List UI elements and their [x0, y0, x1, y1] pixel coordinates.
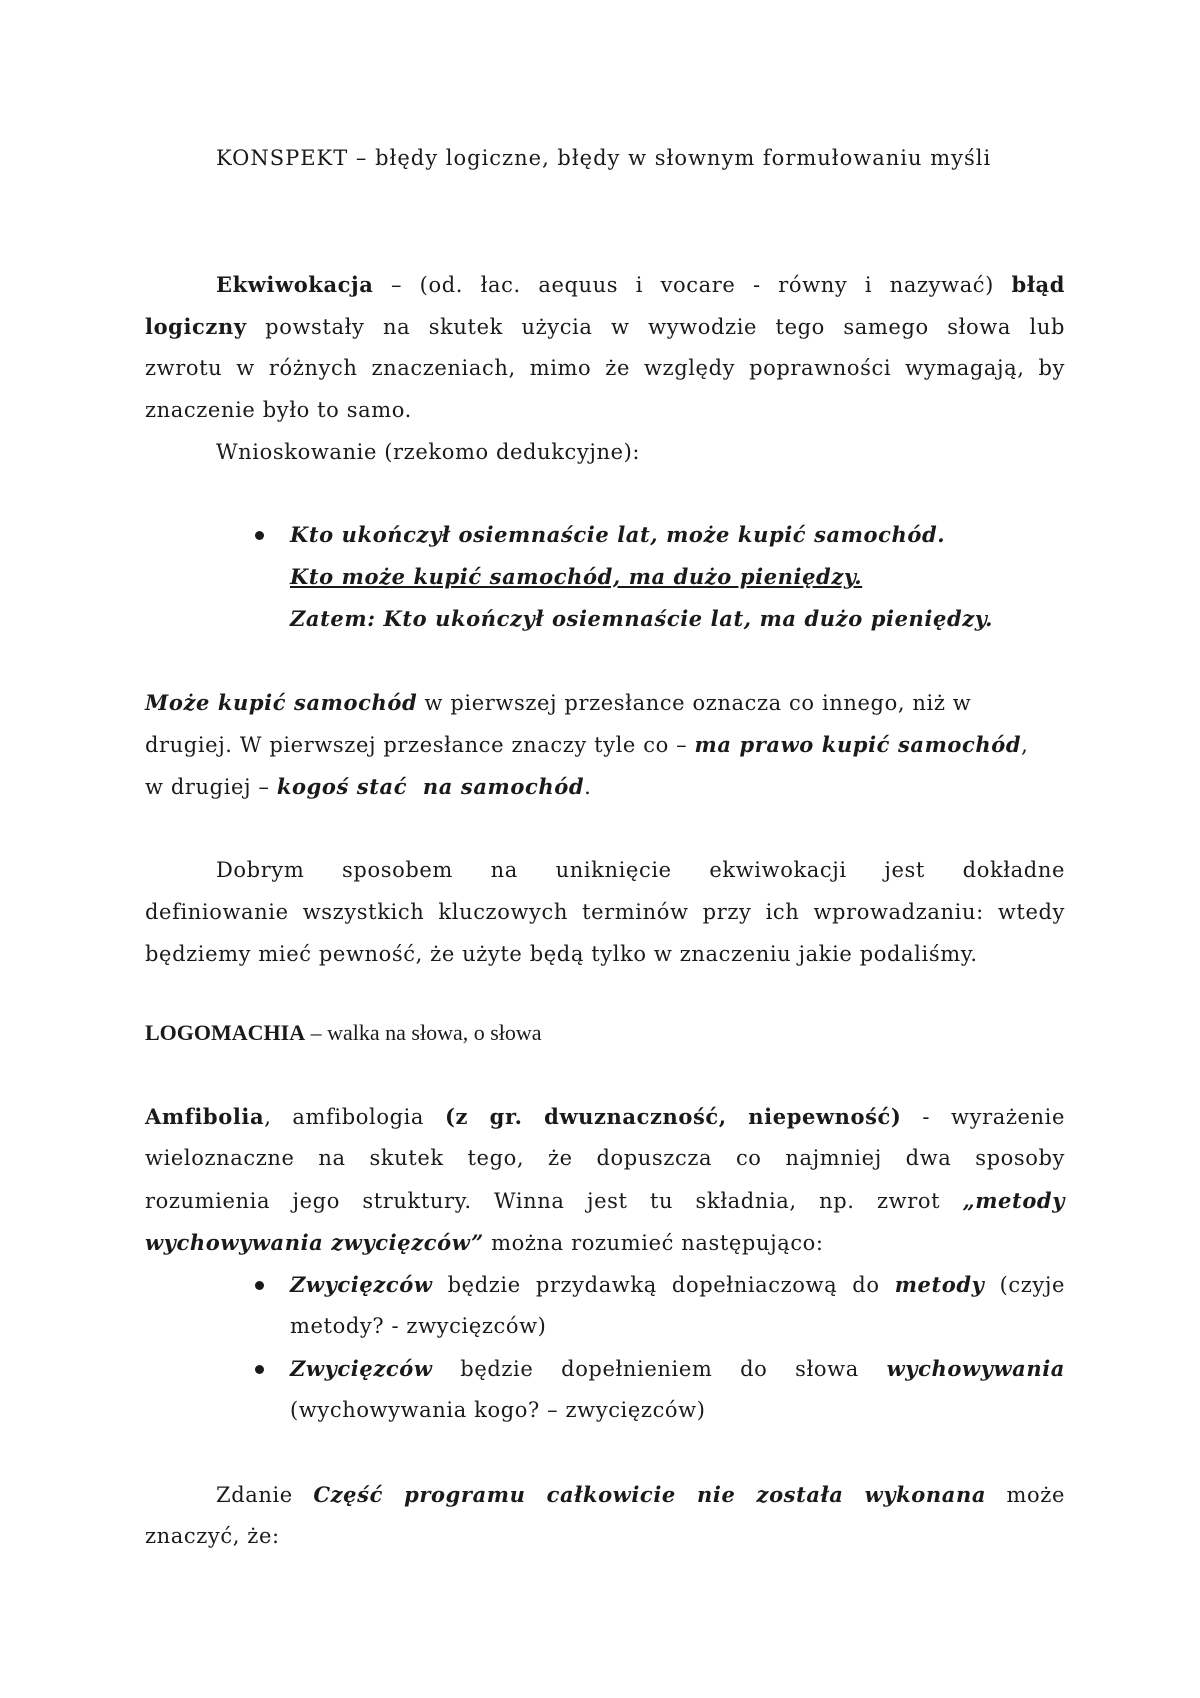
- explanation-text: w pierwszej przesłance oznacza co innego, niż w: [424, 691, 972, 715]
- explanation-phrase: Może kupić samochód: [145, 690, 418, 715]
- syllogism-premise-2: Kto może kupić samochód, ma dużo pieniędzy.: [290, 564, 863, 589]
- advice-line-2: definiowanie wszystkich kluczowych terminów przy ich wprowadzaniu: wtedy: [145, 900, 1065, 924]
- advice-line-3: będziemy mieć pewność, że użyte będą tylko w znaczeniu jakie podaliśmy.: [145, 942, 978, 966]
- zdanie-line-1: [216, 1482, 1065, 1507]
- ekwiwokacja-etymology: od. łac. aequus i vocare - równy i nazywać): [428, 273, 994, 297]
- ekwiwokacja-line-4: znaczenie było to samo.: [145, 398, 412, 422]
- bullet-icon: [255, 531, 264, 540]
- amfibolia-line-4: [145, 1230, 824, 1255]
- bullet-icon: [255, 1281, 264, 1290]
- amfibolia-phrase: „metody: [962, 1188, 1066, 1213]
- explanation-phrase-3: kogoś stać na samochód: [276, 774, 585, 799]
- syllogism-conclusion: Zatem: Kto ukończył osiemnaście lat, ma dużo pieniędzy.: [290, 606, 994, 631]
- dash: – (: [391, 273, 429, 297]
- explanation-text: drugiej. W pierwszej przesłance znaczy tyle co –: [145, 733, 688, 757]
- amfibolia-term: Amfibolia: [145, 1104, 265, 1129]
- explanation-phrase-2: ma prawo kupić samochód: [694, 732, 1022, 757]
- interpretation-1-line-2: metody? - zwycięzców): [290, 1314, 547, 1338]
- explanation-text: w drugiej –: [145, 775, 270, 799]
- wnioskowanie-label: Wnioskowanie (rzekomo dedukcyjne):: [216, 440, 641, 464]
- zdanie-text: może: [1006, 1483, 1065, 1507]
- zdanie-phrase: Część programu całkowicie nie została wykonana: [313, 1482, 987, 1507]
- interpretation-target: wychowywania: [886, 1356, 1065, 1381]
- logomachia-text: – walka na słowa, o słowa: [310, 1020, 542, 1045]
- amfibolia-line-1: [145, 1104, 1065, 1129]
- amfibolia-etymology: (z gr. dwuznaczność, niepewność): [445, 1104, 902, 1129]
- interpretation-1-line-1: [290, 1272, 1065, 1297]
- interpretation-2-line-2: (wychowywania kogo? – zwycięzców): [290, 1398, 706, 1422]
- amfibolia-line-2: wieloznaczne na skutek tego, że dopuszcza co najmniej dwa sposoby: [145, 1146, 1065, 1170]
- amfibolia-alt: , amfibologia: [264, 1105, 425, 1129]
- interpretation-text: będzie przydawką dopełniaczową do: [447, 1273, 880, 1297]
- zdanie-line-2: znaczyć, że:: [145, 1524, 280, 1548]
- zdanie-text: Zdanie: [216, 1483, 293, 1507]
- logiczny-word: logiczny: [145, 314, 247, 339]
- amfibolia-phrase-2: wychowywania zwycięzców”: [145, 1230, 484, 1255]
- amfibolia-text: można rozumieć następująco:: [491, 1231, 824, 1255]
- ekwiwokacja-line-2: [145, 314, 1065, 339]
- ekwiwokacja-line-3: zwrotu w różnych znaczeniach, mimo że względy poprawności wymagają, by: [145, 356, 1065, 380]
- interpretation-target: metody: [894, 1272, 985, 1297]
- interpretation-2-line-1: [290, 1356, 1065, 1381]
- interpretation-tail: (czyje: [999, 1273, 1065, 1297]
- bullet-icon: [255, 1365, 264, 1374]
- explanation-line-1: [145, 690, 971, 715]
- amfibolia-text: rozumienia jego struktury. Winna jest tu składnia, np. zwrot: [145, 1189, 941, 1213]
- amfibolia-text: - wyrażenie: [922, 1105, 1065, 1129]
- advice-line-1: Dobrym sposobem na uniknięcie ekwiwokacji jest dokładne: [216, 858, 1065, 882]
- logomachia-line: [145, 1020, 542, 1046]
- logomachia-term: LOGOMACHIA: [145, 1020, 306, 1045]
- interpretation-word: Zwycięzców: [290, 1356, 433, 1381]
- interpretation-word: Zwycięzców: [290, 1272, 433, 1297]
- amfibolia-line-3: [145, 1188, 1065, 1213]
- explanation-line-3: [145, 774, 591, 799]
- comma: ,: [1021, 733, 1029, 757]
- ekwiwokacja-line-1: [216, 272, 1065, 297]
- page-title: KONSPEKT – błędy logiczne, błędy w słownym formułowaniu myśli: [216, 146, 992, 170]
- syllogism-premise-1: Kto ukończył osiemnaście lat, może kupić samochód.: [290, 522, 946, 547]
- ekwiwokacja-text: powstały na skutek użycia w wywodzie tego samego słowa lub: [265, 315, 1065, 339]
- blad-word: błąd: [1011, 272, 1065, 297]
- period: .: [584, 775, 592, 799]
- interpretation-text: będzie dopełnieniem do słowa: [460, 1357, 859, 1381]
- ekwiwokacja-term: Ekwiwokacja: [216, 272, 374, 297]
- explanation-line-2: [145, 732, 1028, 757]
